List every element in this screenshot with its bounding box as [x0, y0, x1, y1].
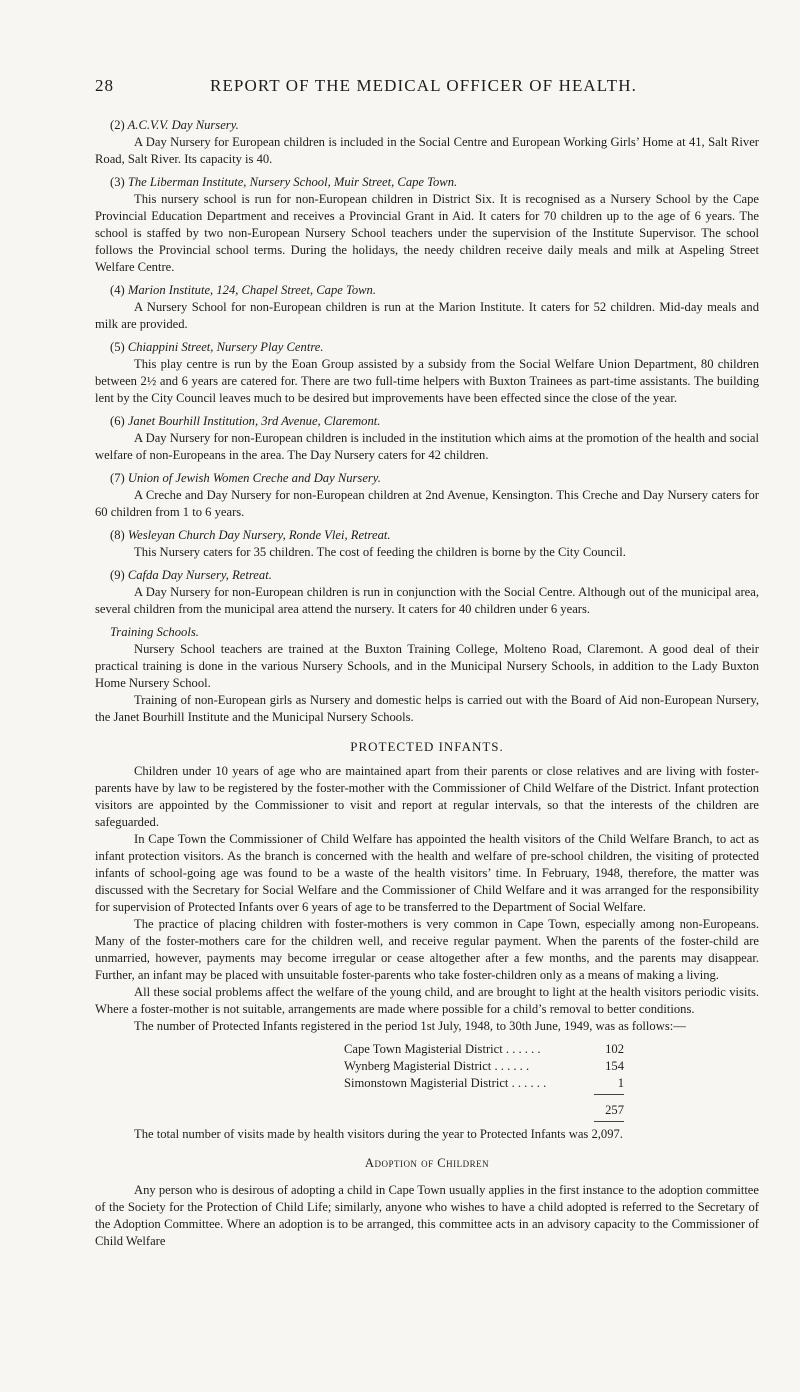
- list-item: [95, 174, 759, 276]
- training-paragraph: Nursery School teachers are trained at the Buxton Training College, Molteno Road, Claremont. A good deal of their practical training is done in the various Nursery Schools, and in the Municipal Nursery Schools, in addition to the Lady Buxton Home Nursery School.: [95, 642, 759, 690]
- protected-paragraph: All these social problems affect the welfare of the young child, and are brought to light at the health visitors periodic visits. Where a foster-mother is not suitable, arrangements are made where possible for a child’s removal to better conditions.: [95, 985, 759, 1016]
- item-title: Chiappini Street, Nursery Play Centre.: [127, 340, 324, 354]
- item-body: This play centre is run by the Eoan Group assisted by a subsidy from the Social Welfare Union Department, 80 children between 2½ and 6 years are catered for. There are two full-time helpers with Buxton Trainees as part-time assistants. The building lent by the City Council leaves much to be desired but improvements have been effected since the close of the year.: [95, 357, 759, 405]
- table-value: 102: [605, 1042, 624, 1056]
- adoption-paragraph: Any person who is desirous of adopting a child in Cape Town usually applies in the first instance to the adoption committee of the Society for the Protection of Child Life; similarly, anyone who wishes to have a child adopted is referred to the Secretary of the Adoption Committee. Where an adoption is to be arranged, this committee acts in an advisory capacity to the Commissioner of Child Welfare: [95, 1183, 759, 1248]
- item-number: (5): [110, 340, 125, 354]
- item-heading: [95, 282, 759, 299]
- list-item: [95, 282, 759, 333]
- item-title: Union of Jewish Women Creche and Day Nursery.: [127, 471, 381, 485]
- item-number: (8): [110, 528, 125, 542]
- protected-paragraph: Children under 10 years of age who are maintained apart from their parents or close relatives and are living with foster-parents have by law to be registered by the foster-mother with the Commissioner of Child Welfare of the District. Infant protection visitors are appointed by the Commissioner to visit and report at regular intervals, so that the interests of the children are safeguarded.: [95, 764, 759, 829]
- item-body: This nursery school is run for non-European children in District Six. It is recognised as a Nursery School by the Cape Provincial Education Department and receives a Provincial Grant in Aid. It caters for 70 children up to the age of 6 years. The school is staffed by two non-European Nursery School teachers under the supervision of the Institute Supervisor. The school follows the Provincial school terms. During the holidays, the needy children receive daily meals and milk at Aspeling Street Welfare Centre.: [95, 192, 759, 274]
- list-item: [95, 567, 759, 618]
- registration-table: [344, 1041, 624, 1122]
- visits-paragraph: The total number of visits made by health visitors during the year to Protected Infants was 2,097.: [134, 1127, 623, 1141]
- list-item: [95, 339, 759, 407]
- item-title: A.C.V.V. Day Nursery.: [127, 118, 239, 132]
- running-title: REPORT OF THE MEDICAL OFFICER OF HEALTH.: [210, 76, 637, 95]
- table-label: Cape Town Magisterial District . . . . . .: [344, 1042, 541, 1056]
- protected-paragraph: The practice of placing children with foster-mothers is very common in Cape Town, especially among non-Europeans. Many of the foster-mothers care for the children well, and receive regular payment. When the parents of the foster-child are unmarried, however, payments may become irregular or cease altogether after a few months, and the parents may disappear. Further, an infant may be placed with unsuitable foster-parents who take foster-children only as a means of making a living.: [95, 917, 759, 982]
- adoption-heading: Adoption of Children: [364, 1156, 490, 1170]
- item-heading: [95, 413, 759, 430]
- table-value: 154: [605, 1059, 624, 1073]
- page-content: [95, 117, 759, 1250]
- protected-infants-heading: PROTECTED INFANTS.: [350, 739, 504, 754]
- item-heading: [95, 339, 759, 356]
- item-body: A Creche and Day Nursery for non-European children at 2nd Avenue, Kensington. This Creche and Day Nursery caters for 60 children from 1 to 6 years.: [95, 488, 759, 519]
- item-body: A Nursery School for non-European children is run at the Marion Institute. It caters for 52 children. Mid-day meals and milk are provided.: [95, 300, 759, 331]
- table-row: [344, 1058, 624, 1075]
- table-label: Wynberg Magisterial District . . . . . .: [344, 1059, 530, 1073]
- item-heading: [95, 174, 759, 191]
- item-body: This Nursery caters for 35 children. The cost of feeding the children is borne by the City Council.: [134, 545, 626, 559]
- item-number: (3): [110, 175, 125, 189]
- table-label: Simonstown Magisterial District . . . . . .: [344, 1076, 547, 1090]
- total-rule-top: [594, 1094, 624, 1095]
- page-number: 28: [95, 76, 114, 95]
- item-heading: [95, 567, 759, 584]
- item-title: Janet Bourhill Institution, 3rd Avenue, Claremont.: [127, 414, 381, 428]
- table-value: 1: [617, 1076, 624, 1090]
- item-heading: [95, 470, 759, 487]
- item-number: (4): [110, 283, 125, 297]
- item-number: (6): [110, 414, 125, 428]
- item-number: (2): [110, 118, 125, 132]
- page-header: [0, 77, 800, 101]
- list-item: [95, 413, 759, 464]
- total-rule-bottom: [594, 1121, 624, 1122]
- item-heading: [95, 117, 759, 134]
- table-total: 257: [605, 1103, 624, 1117]
- training-paragraph: Training of non-European girls as Nursery and domestic helps is carried out with the Board of Aid non-European Nursery, the Janet Bourhill Institute and the Municipal Nursery Schools.: [95, 693, 759, 724]
- table-total-row: [344, 1102, 624, 1119]
- list-item: [95, 117, 759, 168]
- item-number: (7): [110, 471, 125, 485]
- item-title: Cafda Day Nursery, Retreat.: [127, 568, 272, 582]
- table-row: [344, 1075, 624, 1092]
- item-body: A Day Nursery for non-European children is included in the institution which aims at the promotion of the health and social welfare of non-Europeans in the area. The Day Nursery caters for 42 children.: [95, 431, 759, 462]
- item-body: A Day Nursery for European children is included in the Social Centre and European Working Girls’ Home at 41, Salt River Road, Salt River. Its capacity is 40.: [95, 135, 759, 166]
- protected-paragraph: In Cape Town the Commissioner of Child Welfare has appointed the health visitors of the Child Welfare Branch, to act as infant protection visitors. As the branch is concerned with the health and welfare of pre-school children, the visiting of protected infants of school-going age was found to be a waste of the health visitors’ time. In February, 1948, therefore, the matter was discussed with the Secretary for Social Welfare and the Commissioner of Child Welfare and it was arranged for the responsibility for supervision of Protected Infants over 6 years of age to be transferred to the Department of Social Welfare.: [95, 832, 759, 914]
- item-body: A Day Nursery for non-European children is run in conjunction with the Social Centre. Although out of the municipal area, several children from the municipal area attend the nursery. It caters for 40 children under 6 years.: [95, 585, 759, 616]
- item-title: Wesleyan Church Day Nursery, Ronde Vlei, Retreat.: [127, 528, 391, 542]
- training-heading: Training Schools.: [110, 625, 199, 639]
- protected-paragraph: The number of Protected Infants registered in the period 1st July, 1948, to 30th June, 1949, was as follows:—: [134, 1019, 686, 1033]
- item-heading: [95, 527, 759, 544]
- table-row: [344, 1041, 624, 1058]
- item-title: Marion Institute, 124, Chapel Street, Cape Town.: [127, 283, 376, 297]
- item-title: The Liberman Institute, Nursery School, Muir Street, Cape Town.: [127, 175, 458, 189]
- list-item: [95, 470, 759, 521]
- item-number: (9): [110, 568, 125, 582]
- list-item: [95, 527, 759, 561]
